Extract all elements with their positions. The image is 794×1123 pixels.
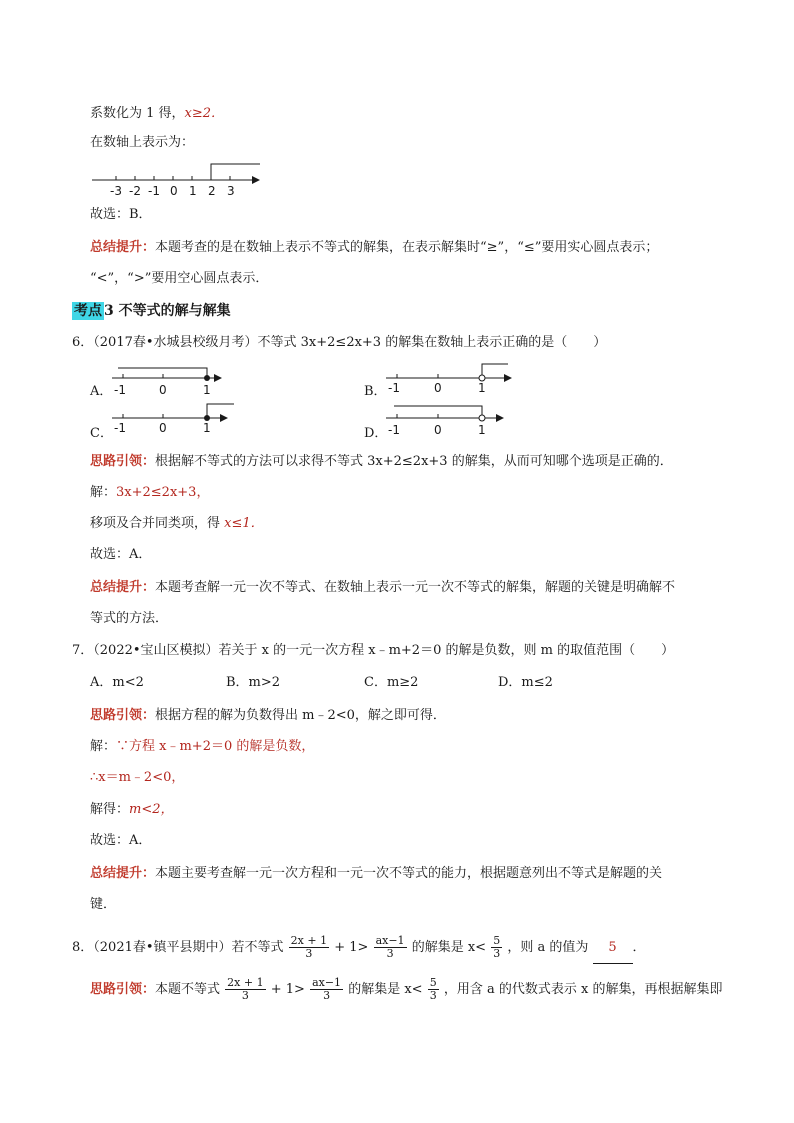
tick-label: 0 <box>170 184 178 198</box>
q7-summary-cont: 键． <box>90 897 117 912</box>
q7-answer: 故选：A． <box>90 833 152 848</box>
q6-option-b-letter[interactable]: B． <box>364 384 387 399</box>
q7-option-b[interactable]: B．m>2 <box>226 675 281 690</box>
q7-option-a[interactable]: A．m<2 <box>90 675 144 690</box>
number-line-main <box>92 160 264 200</box>
q6-option-b-axis <box>382 360 518 396</box>
q7-line3: 解得：m<2， <box>90 802 174 817</box>
tick-label: -3 <box>110 184 122 198</box>
q6-option-a-letter[interactable]: A． <box>90 384 113 399</box>
q7-summary: 总结提升：本题主要考查解一元一次方程和一元一次不等式的能力，根据题意列出不等式是解题的关 <box>90 866 663 881</box>
q6-option-d-letter[interactable]: D． <box>364 426 388 441</box>
hollow-dot <box>479 415 485 421</box>
q8-stem: 8．（2021春•镇平县期中）若不等式 $\frac{2x + 1}{3}$ + 1> $\frac{ax-1}{3}$ 的解集是 x< $\frac{5}{3}$ ，则 a 的值为 5 ． <box>72 933 646 964</box>
q7-hint: 思路引领：根据方程的解为负数得出 m﹣2<0，解之即可得． <box>90 708 446 723</box>
solid-dot <box>204 375 210 381</box>
summary-line-cont: “<”，“>”要用空心圆点表示． <box>90 271 269 286</box>
svg-text:1: 1 <box>203 383 211 397</box>
tick-label: -2 <box>129 184 141 198</box>
q6-hint: 思路引领：根据解不等式的方法可以求得不等式 3x+2≤2x+3 的解集，从而可知哪个选项是正确的． <box>90 454 673 469</box>
svg-text:0: 0 <box>159 421 167 435</box>
fraction: $\frac{2x + 1}{3}$ <box>290 934 328 960</box>
q6-summary-cont: 等式的方法． <box>90 611 169 626</box>
svg-text:0: 0 <box>434 423 442 437</box>
tick-label: -1 <box>148 184 160 198</box>
svg-text:1: 1 <box>478 381 486 395</box>
q6-solution: 解：3x+2≤2x+3， <box>90 485 210 500</box>
svg-text:0: 0 <box>159 383 167 397</box>
q6-summary: 总结提升：本题考查解一元一次不等式、在数轴上表示一元一次不等式的解集，解题的关键是明确解不 <box>90 580 676 595</box>
section-heading <box>72 300 231 322</box>
q6-option-a-axis <box>108 364 228 400</box>
q6-step: 移项及合并同类项，得 x≤1． <box>90 516 264 531</box>
q6-answer: 故选：A． <box>90 547 152 562</box>
q7-line2: ∴x＝m﹣2<0， <box>90 770 185 785</box>
q7-solution: 解：∵方程 x﹣m+2＝0 的解是负数， <box>90 739 315 754</box>
svg-text:-1: -1 <box>114 421 126 435</box>
svg-text:-1: -1 <box>114 383 126 397</box>
answer-blank: 5 <box>593 933 633 964</box>
fraction: $\frac{2x + 1}{3}$ <box>227 976 264 1002</box>
svg-text:-1: -1 <box>388 423 400 437</box>
fraction: $\frac{5}{3}$ <box>429 976 437 1002</box>
fraction: $\frac{ax-1}{3}$ <box>375 934 405 960</box>
q8-hint: 思路引领：本题不等式 $\frac{2x + 1}{3}$ + 1> $\frac{ax-1}{3}$ 的解集是 x< $\frac{5}{3}$ ，用含 a 的代数式表示 x 的解集，再根据解集即 <box>90 976 723 1002</box>
tick-label: 1 <box>189 184 197 198</box>
fraction: $\frac{5}{3}$ <box>493 934 501 960</box>
svg-text:-1: -1 <box>388 381 400 395</box>
q7-option-c[interactable]: C．m≥2 <box>364 675 419 690</box>
q6-option-c-axis <box>108 400 244 436</box>
q6-stem: 6．（2017春•水城县校级月考）不等式 3x+2≤2x+3 的解集在数轴上表示正确的是（ ） <box>72 335 607 350</box>
q6-option-d-axis <box>382 402 518 438</box>
tick-label: 2 <box>208 184 216 198</box>
q6-option-c-letter[interactable]: C． <box>90 426 113 441</box>
fraction: $\frac{ax-1}{3}$ <box>312 976 342 1002</box>
q7-stem: 7．（2022•宝山区模拟）若关于 x 的一元一次方程 x﹣m+2＝0 的解是负数，则 m 的取值范围（ ） <box>72 643 675 658</box>
svg-text:1: 1 <box>478 423 486 437</box>
svg-text:0: 0 <box>434 381 442 395</box>
axis-caption: 在数轴上表示为： <box>90 135 195 150</box>
section-tag: 考点 <box>74 303 102 319</box>
section-title: 3 不等式的解与解集 <box>104 303 231 319</box>
q7-option-d[interactable]: D．m≤2 <box>498 675 553 690</box>
svg-text:1: 1 <box>203 421 211 435</box>
tick-label: 3 <box>227 184 235 198</box>
answer-line: 故选：B． <box>90 207 152 222</box>
coef-line: 系数化为 1 得，x≥2． <box>90 106 225 121</box>
summary-line: 总结提升：本题考查的是在数轴上表示不等式的解集，在表示解集时“≥”，“≤”要用实心圆点表示； <box>90 240 659 255</box>
